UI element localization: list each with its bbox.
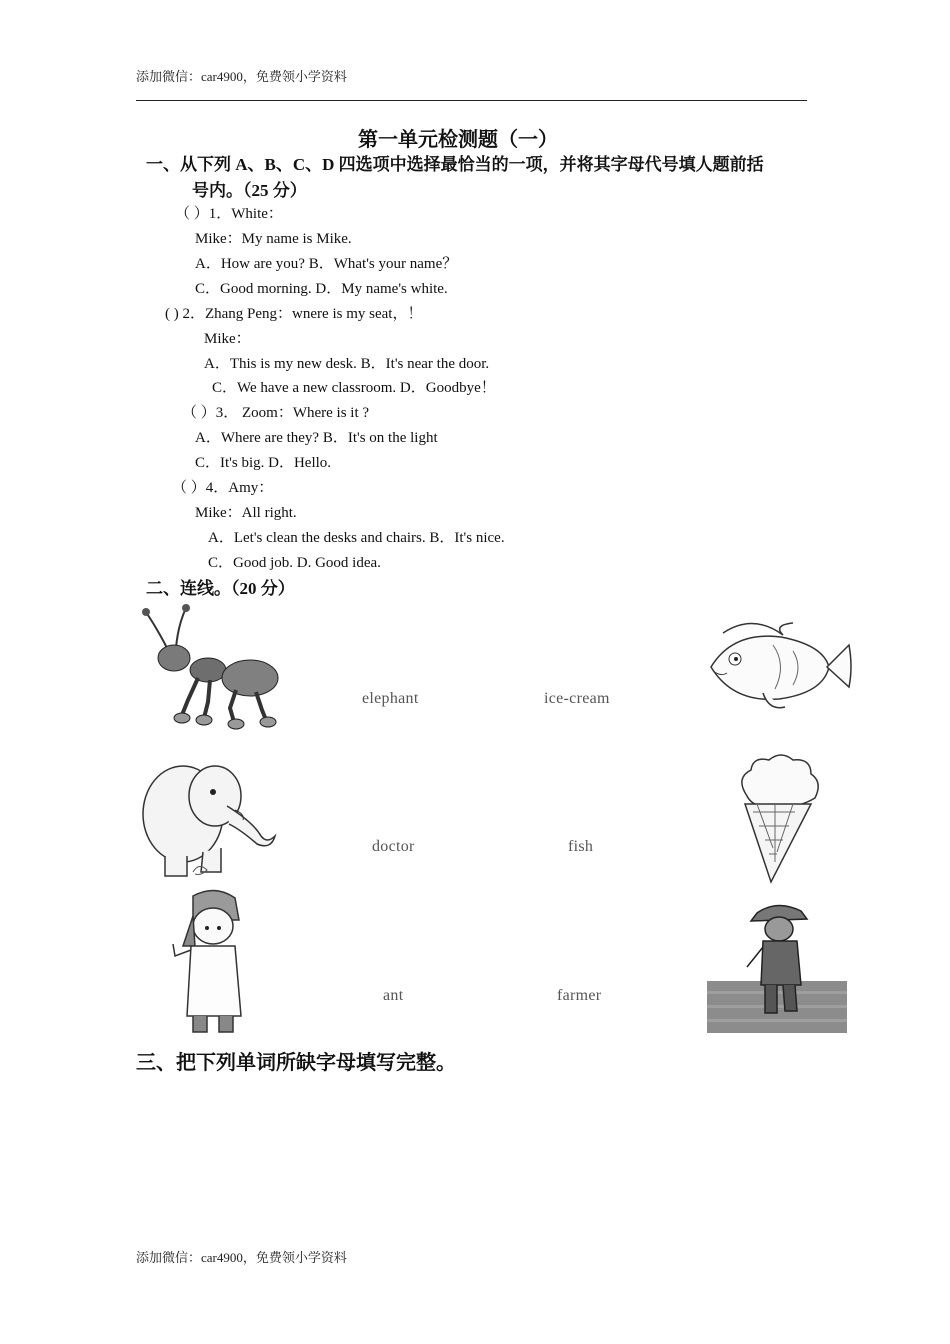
q2-options-cd: C．We have a new classroom. D．Goodbye！ xyxy=(212,380,496,396)
word-ice-cream: ice-cream xyxy=(544,690,610,707)
doctor-picture xyxy=(165,886,255,1038)
fish-picture xyxy=(703,615,853,715)
word-farmer: farmer xyxy=(557,987,602,1004)
q2-options-ab: A．This is my new desk. B．It's near the door. xyxy=(204,356,490,372)
word-fish: fish xyxy=(568,838,594,855)
word-ant: ant xyxy=(383,987,404,1004)
word-elephant: elephant xyxy=(362,690,419,707)
q2-dialogue: Mike： xyxy=(204,331,251,347)
section1-heading-line2: 号内。（25 分） xyxy=(192,181,307,200)
q1-options-ab: A．How are you? B．What's your name？ xyxy=(195,256,458,272)
section2-heading: 二、连线。（20 分） xyxy=(146,579,295,598)
q1-stem: （ ）1．White： xyxy=(175,206,283,222)
q3-options-cd: C．It's big. D．Hello. xyxy=(195,455,332,471)
q4-stem: （ ）4．Amy： xyxy=(172,480,274,496)
section1-heading-line1: 一、从下列 A、B、C、D 四选项中选择最恰当的一项，并将其字母代号填人题前括 xyxy=(146,155,764,174)
q3-options-ab: A．Where are they? B．It's on the light xyxy=(195,430,438,446)
q1-dialogue: Mike：My name is Mike. xyxy=(195,231,352,247)
header-note: 添加微信：car4900，免费领小学资料 xyxy=(136,69,347,84)
section3-heading: 三、把下列单词所缺字母填写完整。 xyxy=(136,1052,456,1074)
q3-stem: （ ）3． Zoom：Where is it ? xyxy=(182,405,370,421)
q4-options-cd: C．Good job. D. Good idea. xyxy=(208,555,381,571)
q1-options-cd: C．Good morning. D．My name's white. xyxy=(195,281,448,297)
q2-stem: ( ) 2．Zhang Peng：wnere is my seat，！ xyxy=(165,306,423,322)
elephant-picture xyxy=(135,744,285,884)
farmer-picture xyxy=(707,895,847,1035)
footer-note: 添加微信：car4900，免费领小学资料 xyxy=(136,1250,347,1265)
q4-options-ab: A．Let's clean the desks and chairs. B．It's nice. xyxy=(208,530,505,546)
header-divider xyxy=(136,100,807,101)
ant-picture xyxy=(138,600,288,730)
q4-dialogue: Mike：All right. xyxy=(195,505,297,521)
page-title: 第一单元检测题（一） xyxy=(358,129,558,151)
word-doctor: doctor xyxy=(372,838,415,855)
ice-cream-picture xyxy=(735,752,823,886)
